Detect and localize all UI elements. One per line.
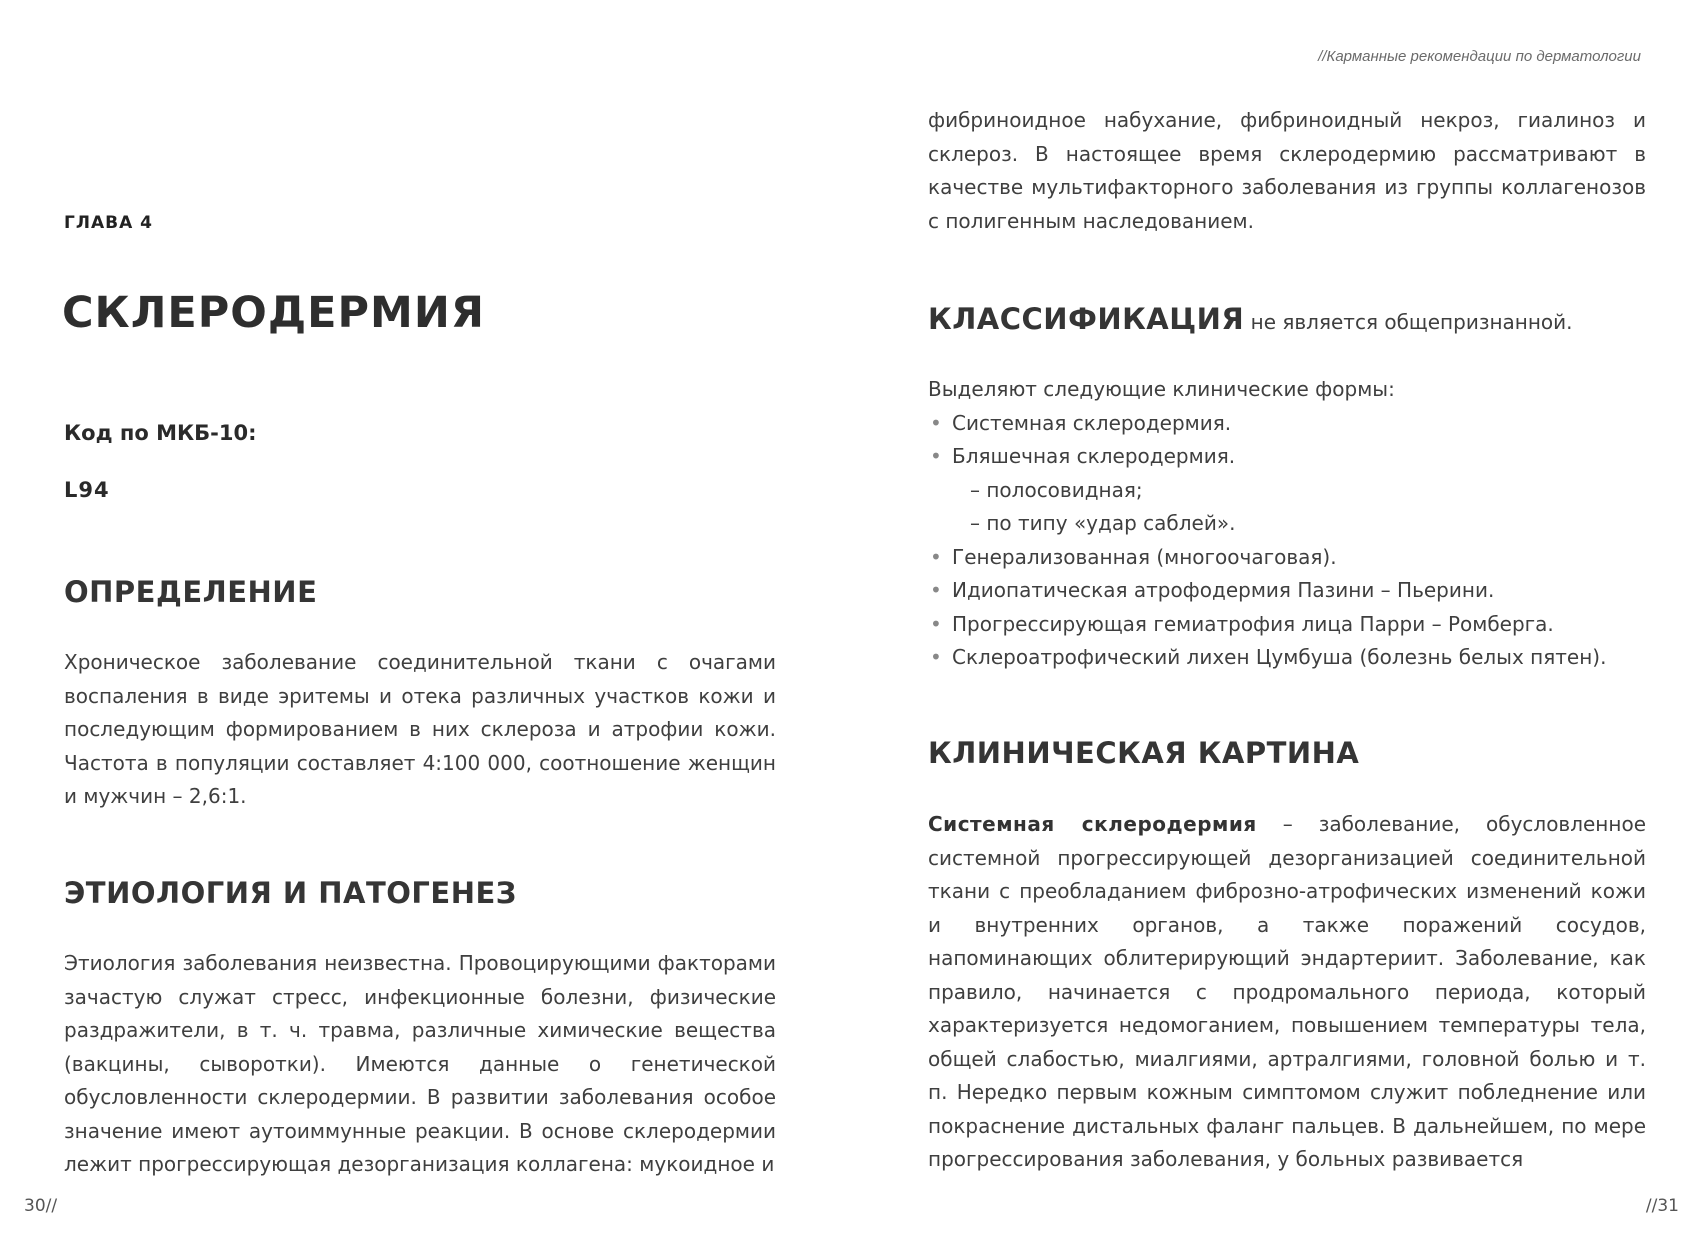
clinical-text: Системная склеродермия – заболевание, обусловленное системной прогрессирующей дезорганизацией соединительной ткани с преобладанием фиброзно-атрофических изменений кожи и внутренних органов, а также поражений сосудов, напоминающих облитерирующий эндартериит. Заболевание, как правило, начинается с продромального периода, который характеризуется недомоганием, повышением температуры тела, общей слабостью, миалгиями, артралгиями, головной болью и т. п. Нередко первым кожным симптомом служит побледнение или покраснение дистальных фаланг пальцев. В дальнейшем, по мере прогрессирования заболевания, у больных развивается [928, 812, 1646, 1171]
etiology-heading: ЭТИОЛОГИЯ И ПАТОГЕНЕЗ [64, 876, 517, 910]
list-item: • Бляшечная склеродермия. [928, 440, 1648, 474]
clinical-heading: КЛИНИЧЕСКАЯ КАРТИНА [928, 736, 1360, 770]
icd-code: L94 [64, 478, 110, 502]
etiology-text: Этиология заболевания неизвестна. Провоцирующими факторами зачастую служат стресс, инфекционные болезни, физические раздражители, в т. ч. травма, различные химические вещества (вакцины, сыворотки). Имеются данные о генетической обусловленности склеродермии. В развитии заболевания особое значение имеют аутоиммунные реакции. В основе склеродермии лежит прогрессирующая дезорганизация коллагена: мукоидное и [64, 951, 776, 1176]
bullet-icon: • [930, 611, 942, 636]
bullet-icon: • [930, 410, 942, 435]
list-item: • Генерализованная (многоочаговая). [928, 541, 1648, 575]
list-item: • Системная склеродермия. [928, 407, 1648, 441]
list-item: • Идиопатическая атрофодермия Пазини – Пьерини. [928, 574, 1648, 608]
chapter-label: ГЛАВА 4 [64, 213, 153, 233]
definition-text: Хроническое заболевание соединительной ткани с очагами воспаления в виде эритемы и отека различных участков кожи и последующим формированием в них склероза и атрофии кожи. Частота в популяции составляет 4:100 000, соотношение женщин и мужчин – 2,6:1. [64, 650, 776, 808]
forms-list [928, 407, 1648, 675]
right-page [850, 0, 1701, 1248]
definition-heading: ОПРЕДЕЛЕНИЕ [64, 575, 318, 609]
list-item: • Склероатрофический лихен Цумбуша (болезнь белых пятен). [928, 641, 1648, 675]
list-item: • Прогрессирующая гемиатрофия лица Парри – Ромберга. [928, 608, 1648, 642]
continuation-text: фибриноидное набухание, фибриноидный некроз, гиалиноз и склероз. В настоящее время склеродермию рассматривают в качестве мультифакторного заболевания из группы коллагенозов с полигенным наследованием. [928, 108, 1646, 233]
forms-intro: Выделяют следующие клинические формы: [928, 377, 1395, 401]
chapter-title: СКЛЕРОДЕРМИЯ [62, 288, 485, 338]
classification-line [928, 302, 1648, 336]
sub-list-item: – полосовидная; [970, 477, 1143, 502]
left-page [0, 0, 850, 1248]
sub-list-item: – по типу «удар саблей». [970, 511, 1236, 535]
classification-heading: КЛАССИФИКАЦИЯ [928, 302, 1245, 336]
page-number-left: 30// [24, 1196, 58, 1216]
running-header: //Карманные рекомендации по дерматологии [1318, 48, 1641, 65]
bullet-icon: • [930, 544, 942, 569]
bullet-icon: • [930, 578, 942, 602]
bullet-icon: • [930, 444, 942, 468]
forms-block [928, 373, 1648, 675]
classification-note: не является общепризнанной. [1244, 310, 1573, 334]
clinical-term: Системная склеродермия [928, 812, 1257, 836]
icd-label: Код по МКБ-10: [64, 421, 257, 445]
bullet-icon: • [930, 645, 942, 669]
page-number-right: //31 [1645, 1196, 1679, 1216]
